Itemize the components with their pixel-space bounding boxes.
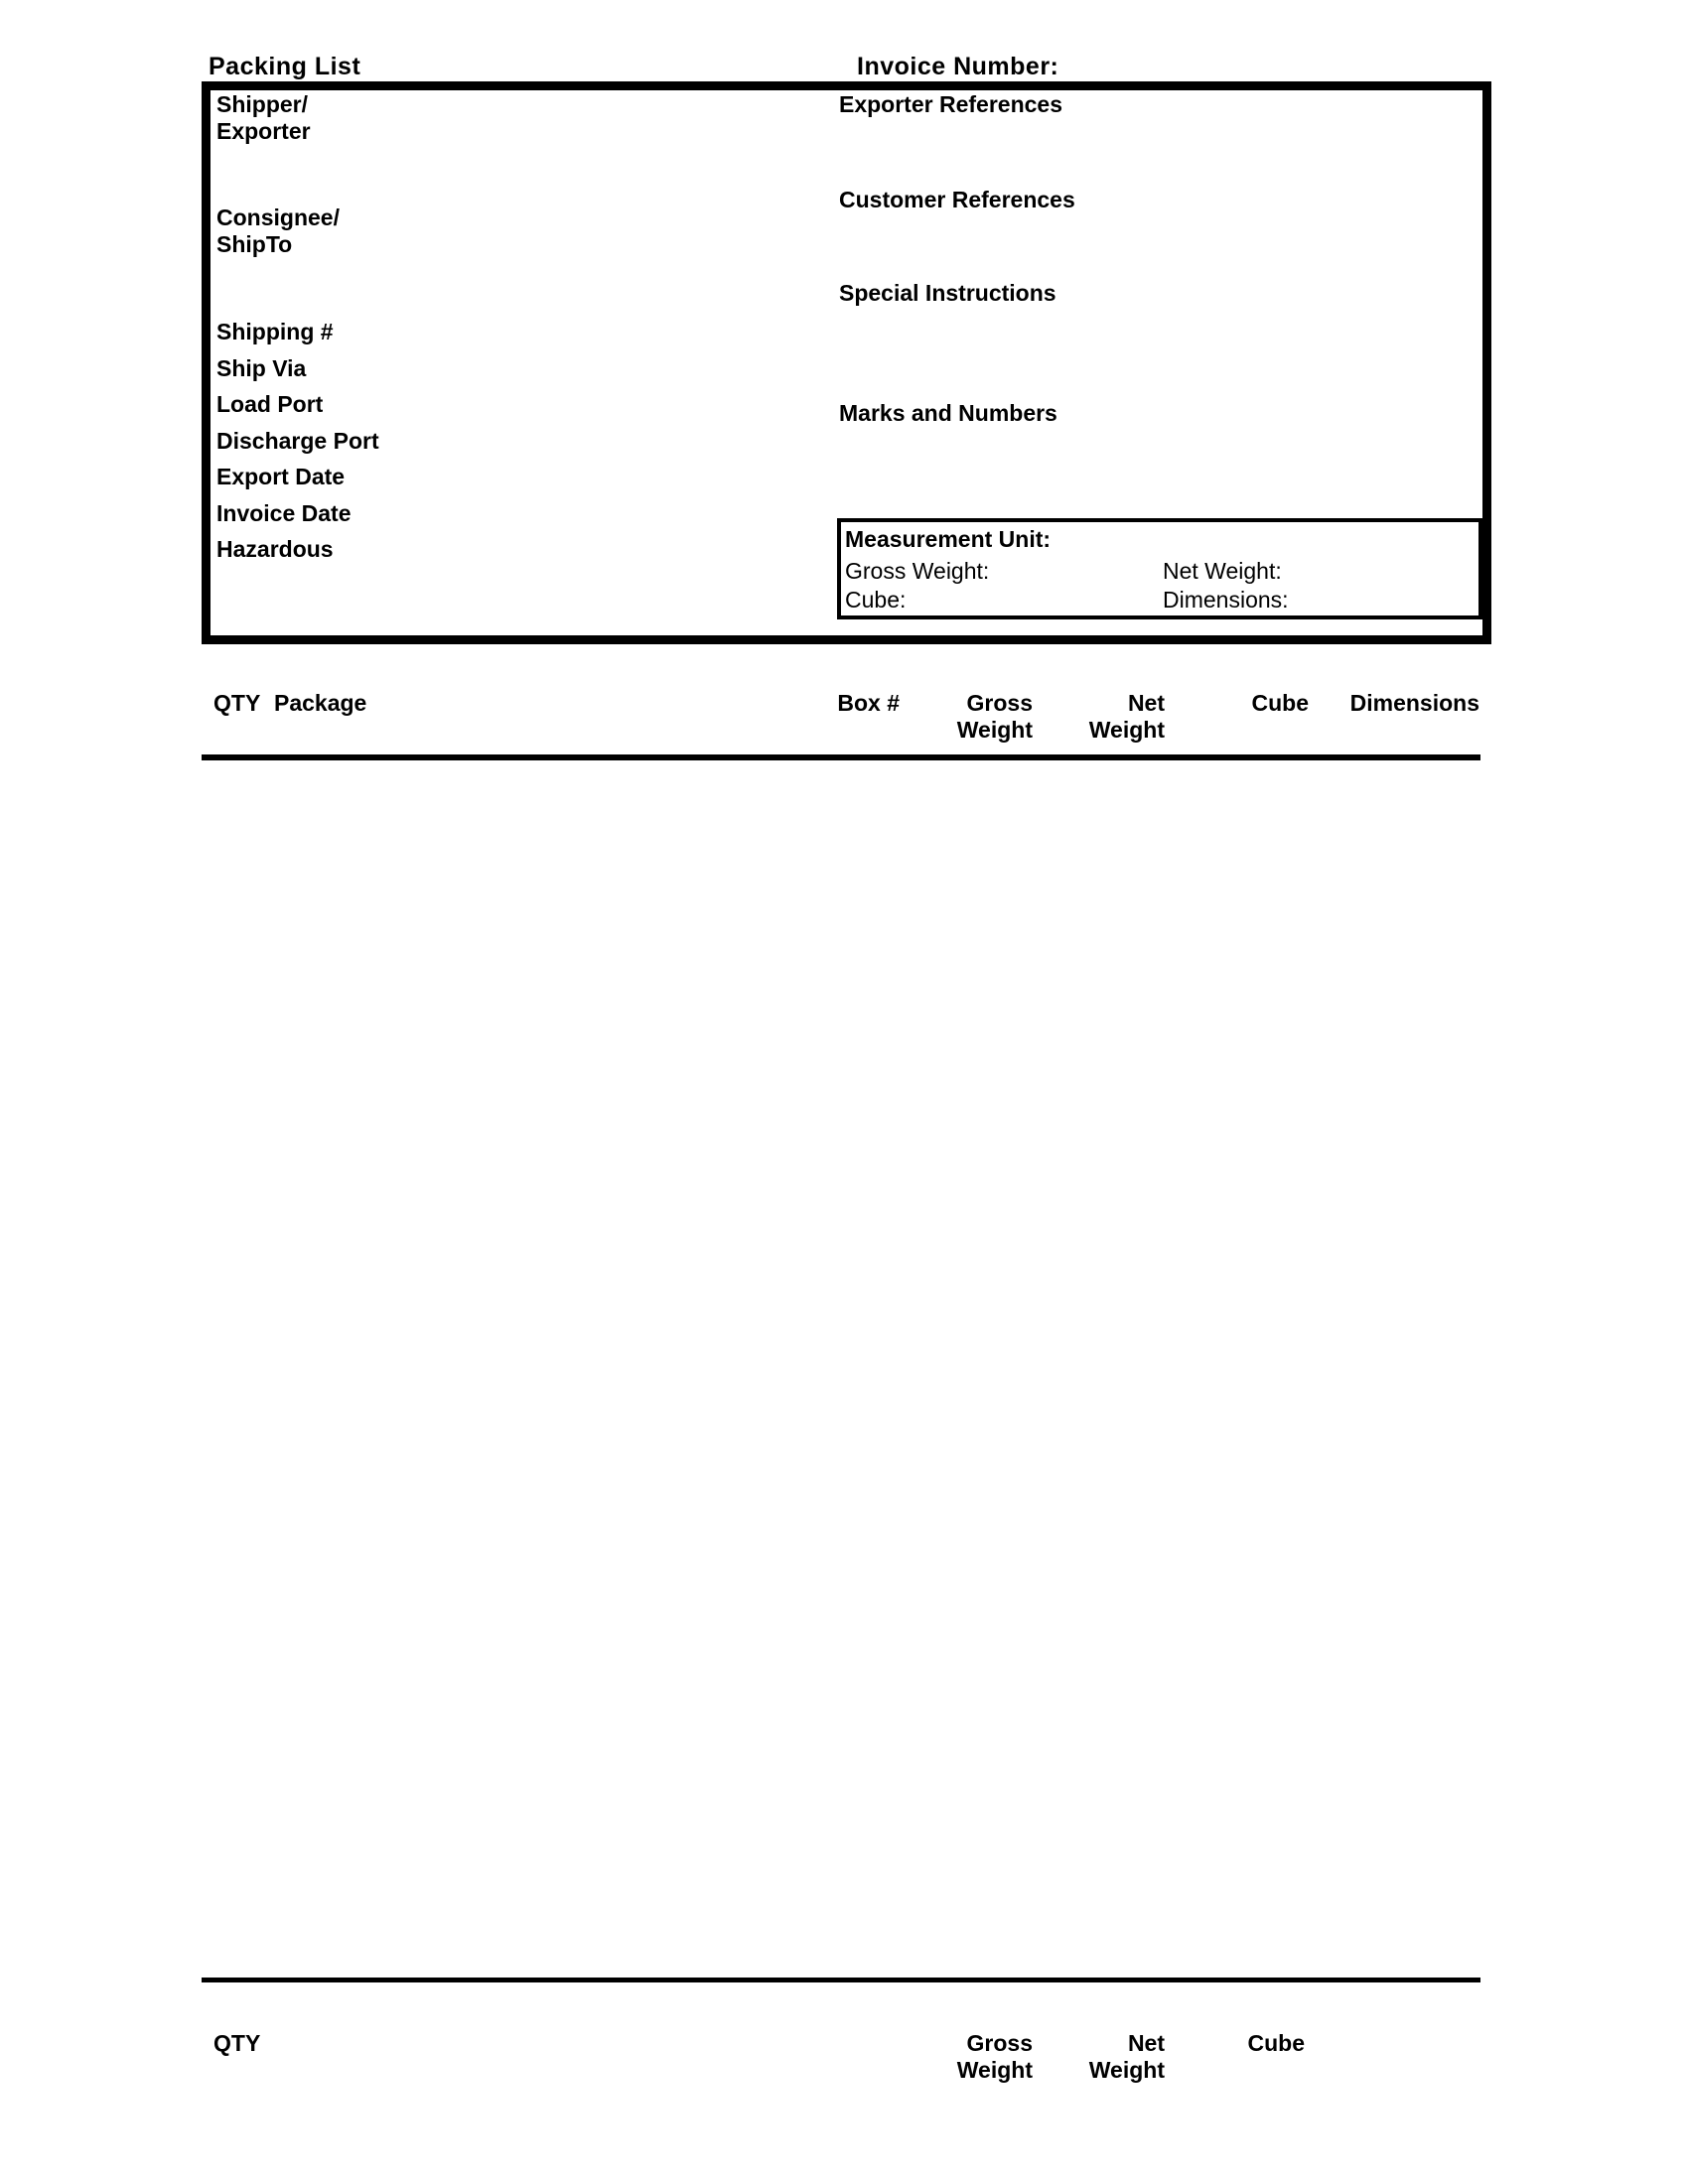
invoice-number-label: Invoice Number: bbox=[857, 53, 1059, 80]
shipping-number-label: Shipping # bbox=[216, 319, 334, 344]
net-weight-measure-label: Net Weight: bbox=[1163, 558, 1282, 584]
totals-rule bbox=[202, 1978, 1480, 1982]
consignee-label-line1: Consignee/ bbox=[216, 205, 340, 230]
column-header-cube: Cube bbox=[1251, 690, 1309, 716]
net-weight-header-line1: Net bbox=[1127, 690, 1165, 716]
invoice-date-label: Invoice Date bbox=[216, 500, 352, 526]
gross-weight-measure-label: Gross Weight: bbox=[845, 558, 990, 584]
measurement-unit-label: Measurement Unit: bbox=[845, 526, 1052, 552]
totals-gross-line2: Weight bbox=[956, 2057, 1033, 2083]
consignee-label-line2: ShipTo bbox=[216, 231, 293, 257]
cube-measure-label: Cube: bbox=[845, 587, 907, 613]
column-header-net-weight bbox=[1065, 690, 1165, 744]
column-header-box: Box # bbox=[837, 690, 900, 716]
consignee-shipto-label bbox=[216, 205, 340, 258]
totals-net-weight-label bbox=[1065, 2030, 1165, 2084]
totals-gross-weight-label bbox=[933, 2030, 1033, 2084]
dimensions-measure-label: Dimensions: bbox=[1163, 587, 1289, 613]
column-header-gross-weight bbox=[933, 690, 1033, 744]
totals-net-line1: Net bbox=[1127, 2030, 1165, 2056]
shipper-label-line1: Shipper/ bbox=[216, 91, 309, 117]
document-title: Packing List bbox=[209, 53, 361, 80]
column-header-dimensions: Dimensions bbox=[1349, 690, 1479, 716]
totals-gross-line1: Gross bbox=[966, 2030, 1033, 2056]
totals-net-line2: Weight bbox=[1088, 2057, 1165, 2083]
totals-qty-label: QTY bbox=[213, 2030, 261, 2056]
special-instructions-label: Special Instructions bbox=[839, 280, 1056, 306]
gross-weight-header-line2: Weight bbox=[956, 717, 1033, 743]
ship-via-label: Ship Via bbox=[216, 355, 307, 381]
shipper-exporter-label bbox=[216, 91, 311, 145]
totals-cube-label: Cube bbox=[1247, 2030, 1305, 2056]
marks-and-numbers-label: Marks and Numbers bbox=[839, 400, 1057, 426]
gross-weight-header-line1: Gross bbox=[966, 690, 1033, 716]
hazardous-label: Hazardous bbox=[216, 536, 334, 562]
column-header-package: Package bbox=[274, 690, 367, 716]
exporter-references-label: Exporter References bbox=[839, 91, 1062, 117]
load-port-label: Load Port bbox=[216, 391, 324, 417]
column-header-qty: QTY bbox=[213, 690, 261, 716]
customer-references-label: Customer References bbox=[839, 187, 1075, 212]
net-weight-header-line2: Weight bbox=[1088, 717, 1165, 743]
export-date-label: Export Date bbox=[216, 464, 346, 489]
item-rows-area bbox=[202, 760, 1480, 1978]
discharge-port-label: Discharge Port bbox=[216, 428, 379, 454]
shipper-label-line2: Exporter bbox=[216, 118, 311, 144]
